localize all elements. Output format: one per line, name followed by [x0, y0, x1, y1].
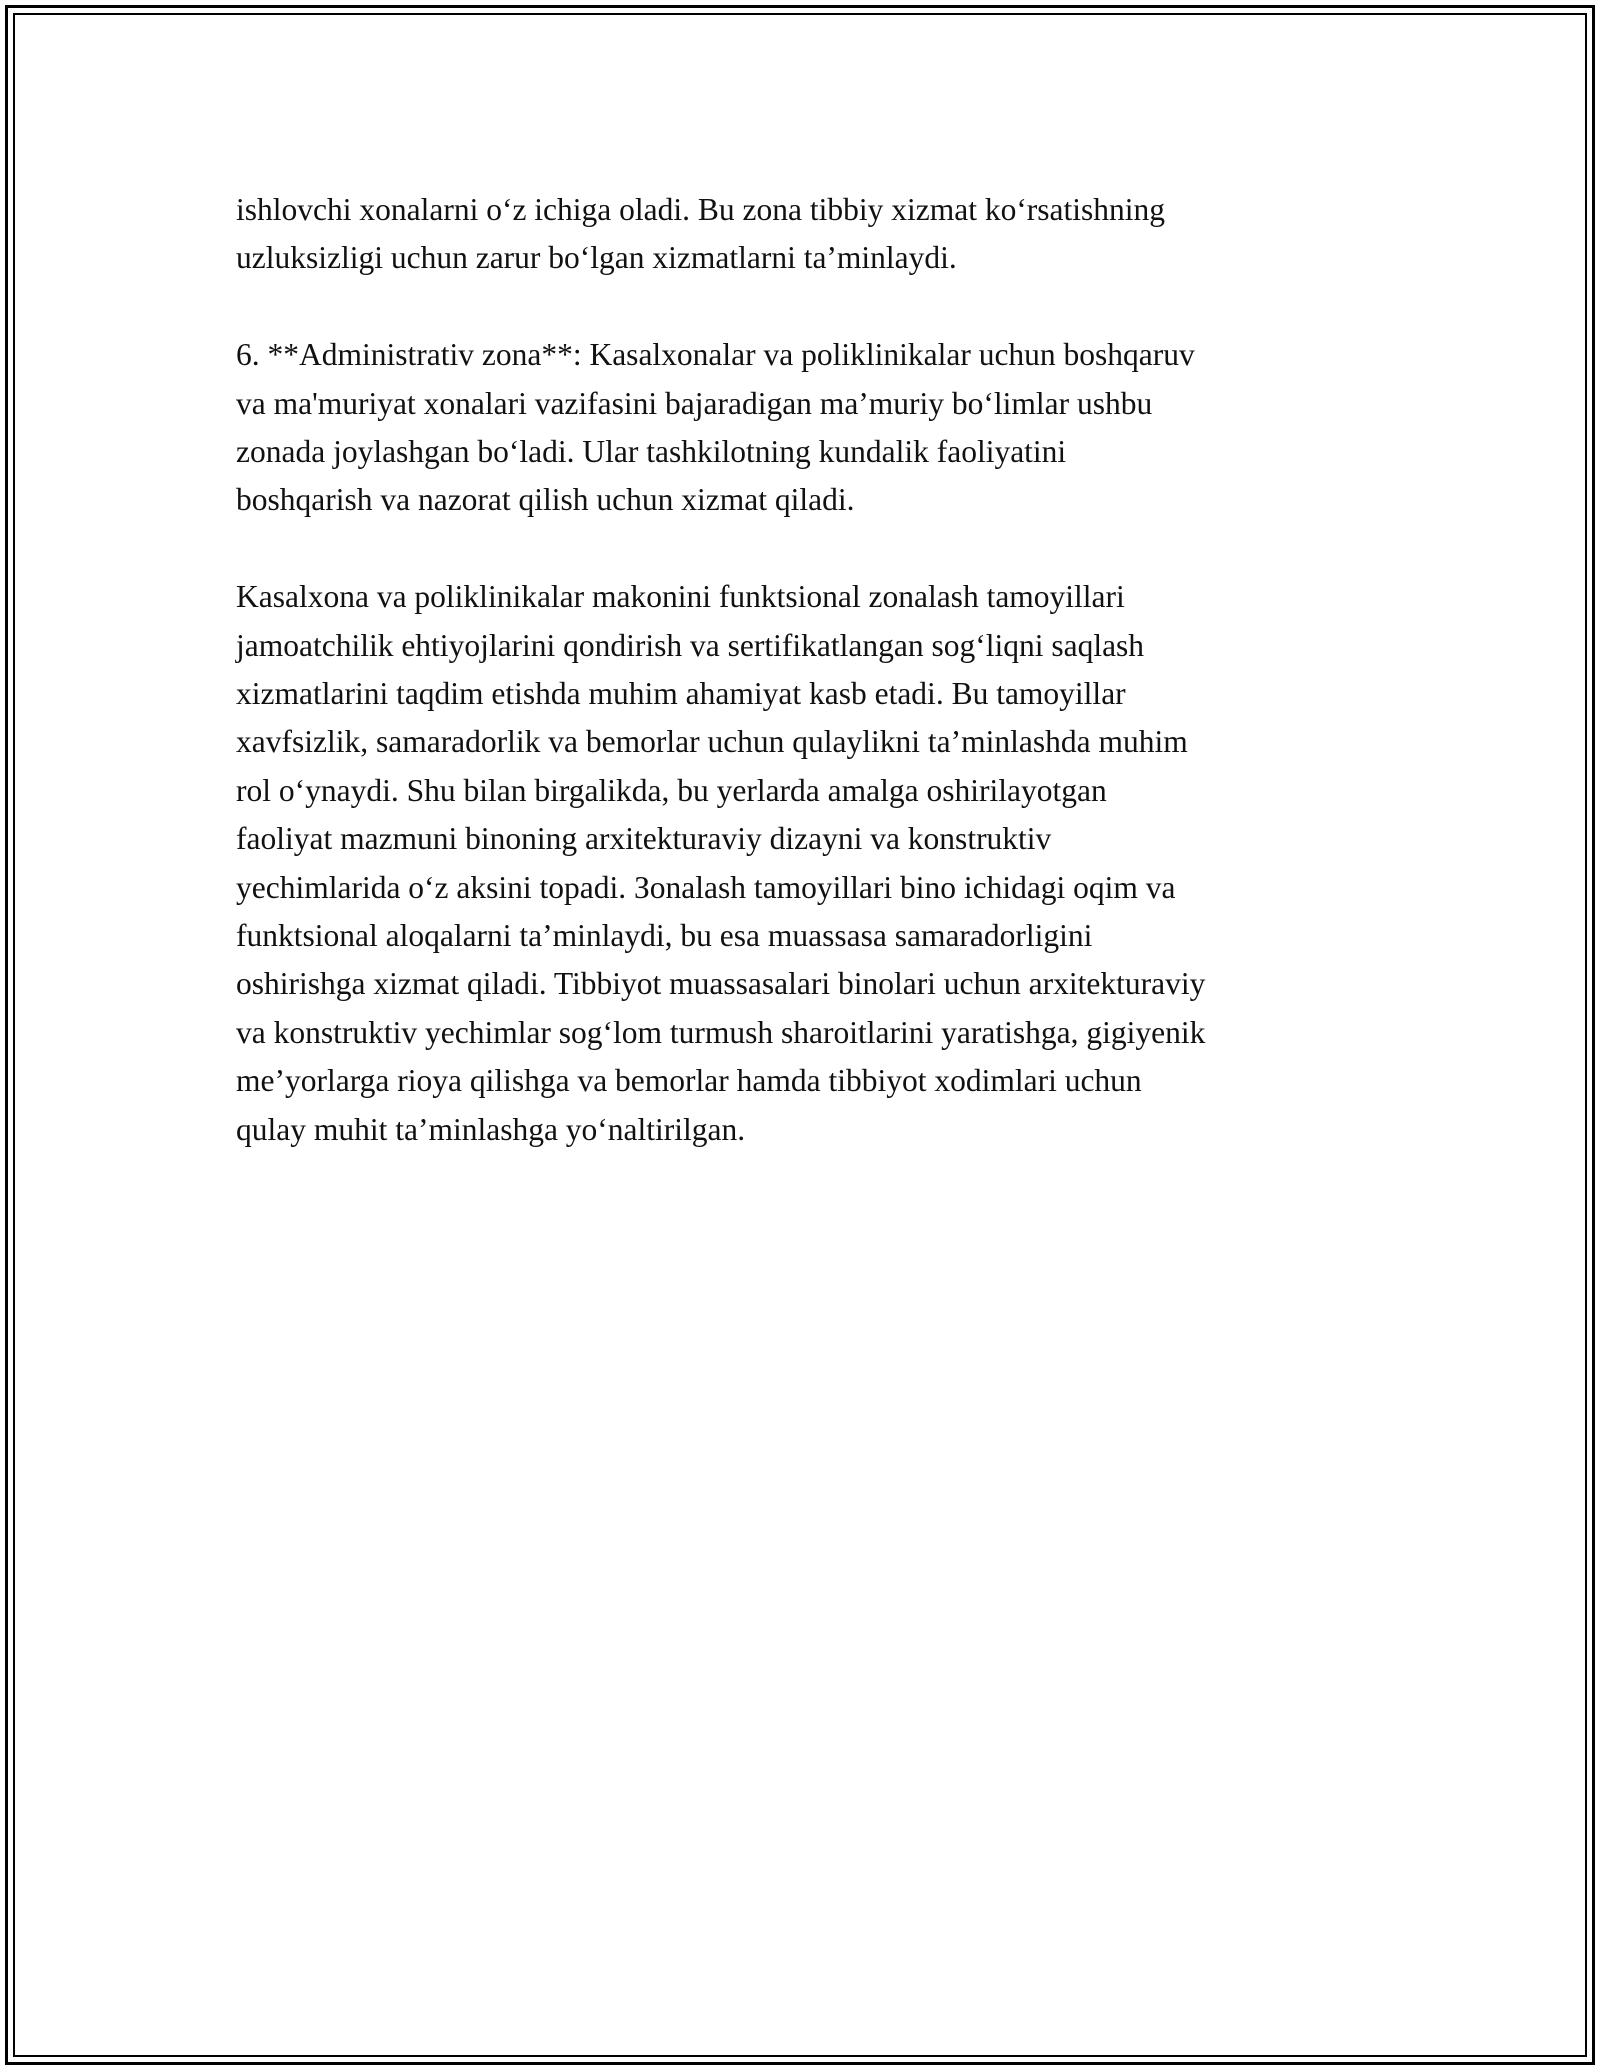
paragraph-continuation: ishlovchi xonalarni o‘z ichiga oladi. Bu zona tibbiy xizmat ko‘rsatishning uzluksizligi uchun zarur bo‘lgan xizmatlarni ta’minlaydi.: [236, 192, 1166, 276]
paragraph-administrative-zone: 6. **Administrativ zona**: Kasalxonalar va poliklinikalar uchun boshqaruv va ma'muriyat xonalari vazifasini bajaradigan ma’muriy bo‘limlar ushbu zonada joylashgan bo‘ladi. Ular tashkilotning kundalik faoliyatini boshqarish va nazorat qilish uchun xizmat qiladi.: [236, 337, 1195, 518]
paragraph-zoning-principles: Kasalxona va poliklinikalar makonini funktsional zonalash tamoyillari jamoatchilik ehtiyojlarini qondirish va sertifikatlangan sog‘liqni saqlash xizmatlarini taqdim etishda muhim ahamiyat kasb etadi. Bu tamoyillar xavfsizlik, samaradorlik va bemorlar uchun qulaylikni ta’minlashda muhim rol o‘ynaydi. Shu bilan birgalikda, bu yerlarda amalga oshirilayotgan faoliyat mazmuni binoning arxitekturaviy dizayni va konstruktiv yechimlarida o‘z aksini topadi. Зonalash tamoyillari bino ichidagi oqim va funktsional aloqalarni ta’minlaydi, bu esa muassasa samaradorligini oshirishga xizmat qiladi. Tibbiyot muassasalari binolari uchun arxitekturaviy va konstruktiv yechimlar sog‘lom turmush sharoitlarini yaratishga, gigiyenik me’yorlarga rioya qilishga va bemorlar hamda tibbiyot xodimlari uchun qulay muhit ta’minlashga yo‘naltirilgan.: [236, 579, 1206, 1147]
document-body: [236, 186, 1396, 1202]
